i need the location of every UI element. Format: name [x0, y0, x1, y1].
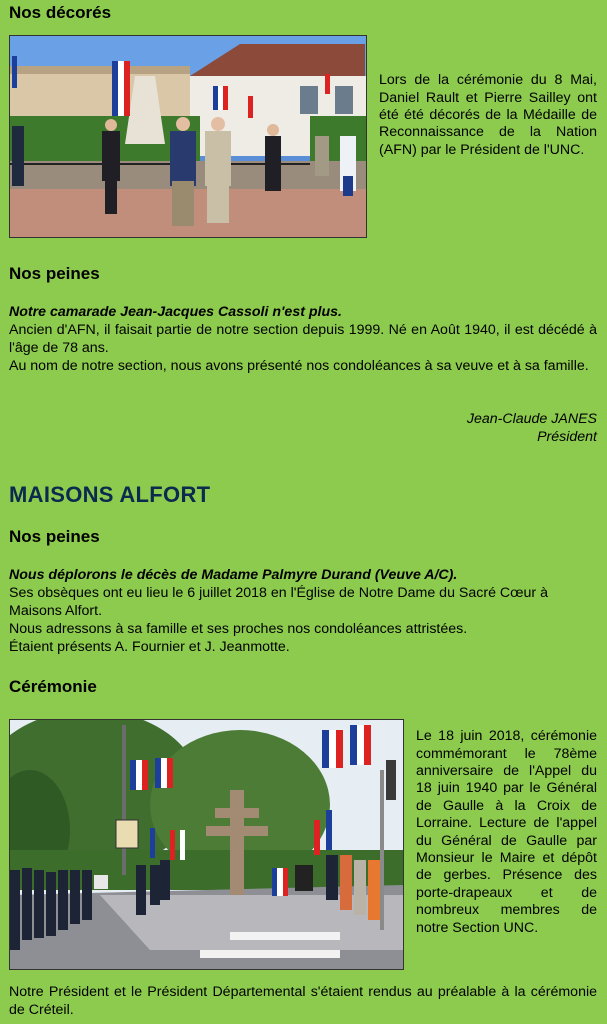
durand-line1: Ses obsèques ont eu lieu le 6 juillet 2018 en l'Église de Notre Dame du Sacré Cœur à Maisons Alfort.: [9, 585, 548, 619]
obituary-para1: Ancien d'AFN, il faisait partie de notre section depuis 1999. Né en Août 1940, il est décédé à l'âge de 78 ans.: [9, 322, 597, 356]
maisons-alfort-title: MAISONS ALFORT: [9, 482, 211, 507]
signature-name: Jean-Claude JANES: [466, 411, 597, 427]
obituary-cassoli: [9, 303, 597, 375]
heading-nos-peines-1: Nos peines: [9, 264, 100, 283]
heading-nos-peines-2: Nos peines: [9, 527, 100, 546]
obituary-lead: Notre camarade Jean-Jacques Cassoli n'est plus.: [9, 304, 342, 320]
signature-title: Président: [537, 429, 597, 445]
durand-line2: Nous adressons à sa famille et ses proches nos condoléances attristées.: [9, 621, 468, 637]
ceremonie-footer-text: Notre Président et le Président Départemental s'étaient rendus au préalable à la cérémonie de Créteil.: [9, 984, 597, 1018]
signature: [467, 410, 597, 446]
obituary-para2: Au nom de notre section, nous avons présenté nos condoléances à sa veuve et à sa famille.: [9, 358, 589, 374]
durand-lead: Nous déplorons le décès de Madame Palmyre Durand (Veuve A/C).: [9, 567, 458, 583]
heading-nos-decores: Nos décorés: [9, 3, 112, 22]
croix-de-lorraine-photo: [9, 719, 404, 970]
medal-ceremony-text: Lors de la cérémonie du 8 Mai, Daniel Rault et Pierre Sailley ont été été décorés de la Médaille de Reconnaissance de la Nation (AFN) par le Président de l'UNC.: [379, 72, 597, 158]
durand-line3: Étaient présents A. Fournier et J. Jeanmotte.: [9, 639, 290, 655]
heading-ceremonie: Cérémonie: [9, 677, 97, 696]
ceremonie-text: Le 18 juin 2018, cérémonie commémorant le 78ème anniversaire de l'Appel du 18 juin 1940 par le Général de Gaulle à la Croix de Lorraine. Lecture de l'appel du Général de Gaulle par Monsieur le Maire et dépôt de gerbes. Présence des porte-drapeaux et de nombreux membres de notre Section UNC.: [416, 728, 597, 936]
obituary-durand: [9, 566, 597, 656]
medal-ceremony-photo: [9, 35, 367, 238]
